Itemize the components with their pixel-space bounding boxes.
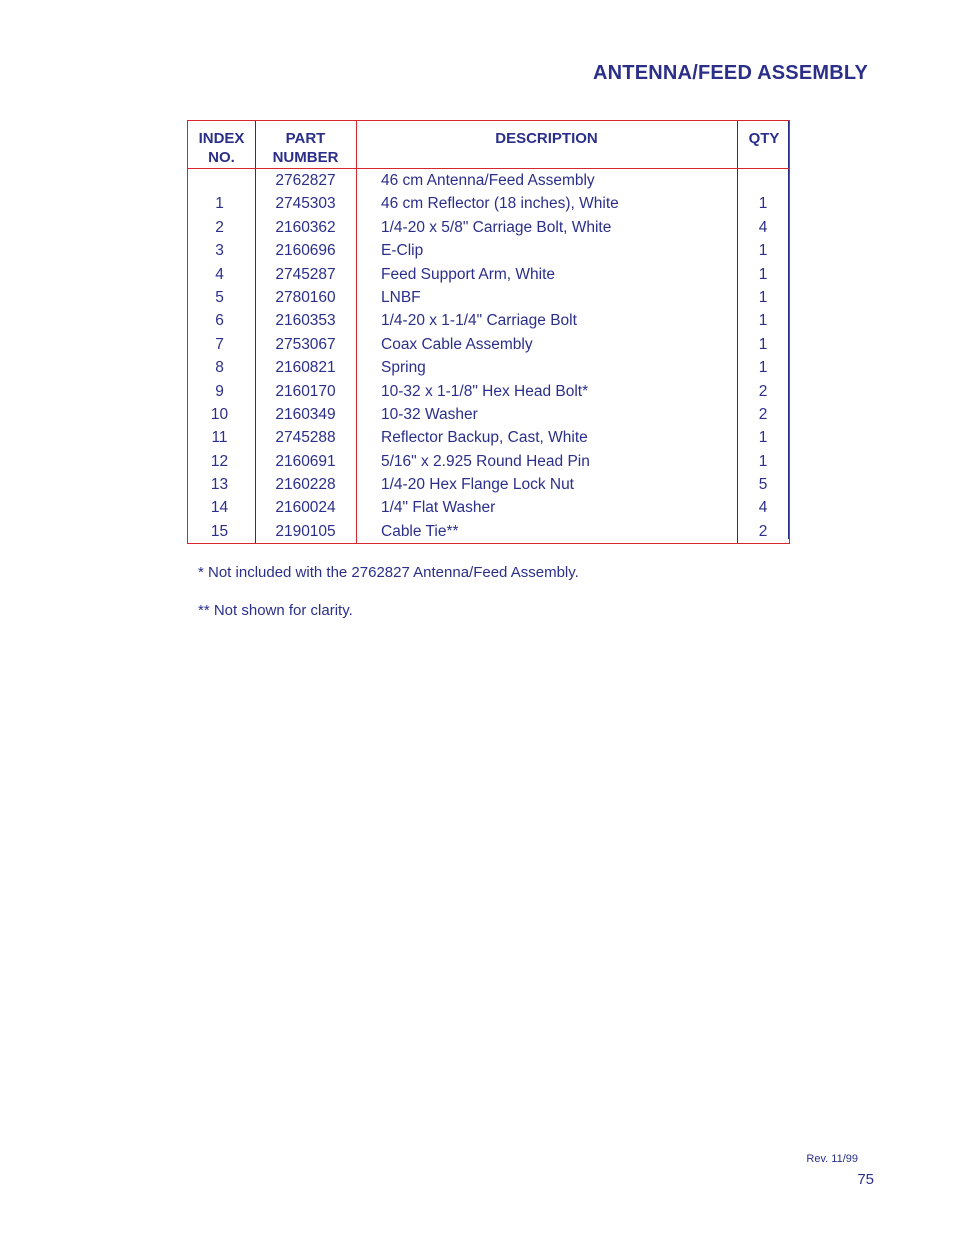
table-row	[188, 520, 789, 543]
cell-qty: 1	[758, 452, 768, 470]
cell-description: 46 cm Reflector (18 inches), White	[381, 195, 619, 213]
table-row	[188, 309, 789, 332]
cell-part-number: 2160170	[275, 382, 336, 400]
cell-index: 14	[210, 499, 229, 517]
cell-part-number: 2762827	[275, 172, 336, 189]
header-qty	[737, 129, 791, 148]
cell-qty: 1	[758, 429, 768, 447]
cell-qty: 1	[758, 242, 768, 260]
cell-qty: 1	[758, 359, 768, 377]
cell-description: 1/4-20 x 5/8" Carriage Bolt, White	[381, 218, 612, 236]
cell-part-number: 2160696	[275, 242, 336, 260]
parts-table	[187, 120, 790, 544]
table-row	[188, 239, 789, 262]
table-row	[188, 216, 789, 239]
header-part-number	[255, 129, 356, 167]
cell-qty: 4	[758, 218, 768, 236]
cell-qty: 1	[758, 288, 768, 306]
cell-index: 4	[215, 265, 224, 283]
cell-part-number: 2160024	[275, 499, 336, 517]
header-part-line2: NUMBER	[272, 149, 339, 166]
footnote-not-included: * Not included with the 2762827 Antenna/Feed Assembly.	[198, 564, 579, 581]
cell-description: E-Clip	[381, 242, 424, 260]
page-title: ANTENNA/FEED ASSEMBLY	[593, 62, 868, 84]
table-row	[188, 356, 789, 379]
table-row	[188, 286, 789, 309]
revision-label: Rev. 11/99	[806, 1153, 858, 1165]
header-description	[356, 129, 737, 148]
cell-qty: 5	[758, 476, 768, 494]
page-number: 75	[857, 1171, 874, 1188]
table-row	[188, 496, 789, 519]
cell-part-number: 2190105	[275, 522, 336, 540]
cell-index: 3	[215, 242, 224, 260]
cell-part-number: 2753067	[275, 335, 336, 353]
header-index-line2: NO.	[208, 149, 235, 166]
cell-description: Spring	[381, 359, 426, 377]
cell-part-number: 2780160	[275, 288, 336, 306]
cell-index: 9	[215, 382, 224, 400]
cell-qty: 2	[758, 405, 768, 423]
cell-description: 1/4-20 x 1-1/4" Carriage Bolt	[381, 312, 577, 330]
table-row	[188, 169, 789, 192]
cell-index: 15	[210, 522, 229, 540]
cell-qty: 1	[758, 312, 768, 330]
cell-qty: 1	[758, 195, 768, 213]
cell-index: 6	[215, 312, 224, 330]
cell-description: Reflector Backup, Cast, White	[381, 429, 588, 447]
cell-index: 11	[211, 429, 228, 447]
header-description-label: DESCRIPTION	[495, 130, 598, 147]
header-part-line1: PART	[285, 130, 326, 147]
cell-description: LNBF	[381, 288, 421, 306]
table-body	[188, 169, 789, 543]
cell-index: 5	[215, 288, 224, 306]
cell-part-number: 2160362	[275, 218, 336, 236]
cell-description: 1/4-20 Hex Flange Lock Nut	[381, 476, 574, 494]
cell-part-number: 2745303	[275, 195, 336, 213]
cell-description: 46 cm Antenna/Feed Assembly	[381, 172, 595, 189]
cell-description: 10-32 x 1-1/8" Hex Head Bolt*	[381, 382, 589, 400]
table-row	[188, 192, 789, 215]
cell-part-number: 2160228	[275, 476, 336, 494]
cell-index: 10	[210, 405, 229, 423]
cell-description: 10-32 Washer	[381, 405, 478, 423]
cell-part-number: 2160353	[275, 312, 336, 330]
cell-description: Feed Support Arm, White	[381, 265, 556, 283]
cell-qty: 1	[758, 265, 768, 283]
cell-qty: 1	[758, 335, 768, 353]
cell-description: Coax Cable Assembly	[381, 335, 533, 353]
cell-part-number: 2745288	[275, 429, 336, 447]
cell-index: 8	[215, 359, 224, 377]
header-index	[188, 129, 255, 167]
cell-description: Cable Tie**	[381, 522, 459, 540]
cell-part-number: 2160349	[275, 405, 336, 423]
table-row	[188, 473, 789, 496]
table-row	[188, 263, 789, 286]
cell-index: 1	[215, 195, 224, 213]
table-row	[188, 450, 789, 473]
cell-qty: 4	[758, 499, 768, 517]
header-index-line1: INDEX	[198, 130, 245, 147]
cell-part-number: 2160821	[275, 359, 336, 377]
table-row	[188, 426, 789, 449]
table-row	[188, 403, 789, 426]
cell-index: 7	[215, 335, 224, 353]
cell-qty: 2	[758, 382, 768, 400]
cell-qty: 2	[758, 522, 768, 540]
header-qty-label: QTY	[748, 130, 780, 147]
footnote-not-shown: ** Not shown for clarity.	[198, 602, 353, 619]
cell-description: 5/16" x 2.925 Round Head Pin	[381, 452, 590, 470]
cell-index: 13	[210, 476, 229, 494]
cell-index: 2	[215, 218, 224, 236]
table-row	[188, 333, 789, 356]
cell-index: 12	[210, 452, 229, 470]
cell-part-number: 2745287	[275, 265, 336, 283]
cell-description: 1/4" Flat Washer	[381, 499, 496, 517]
table-row	[188, 380, 789, 403]
cell-part-number: 2160691	[275, 452, 336, 470]
